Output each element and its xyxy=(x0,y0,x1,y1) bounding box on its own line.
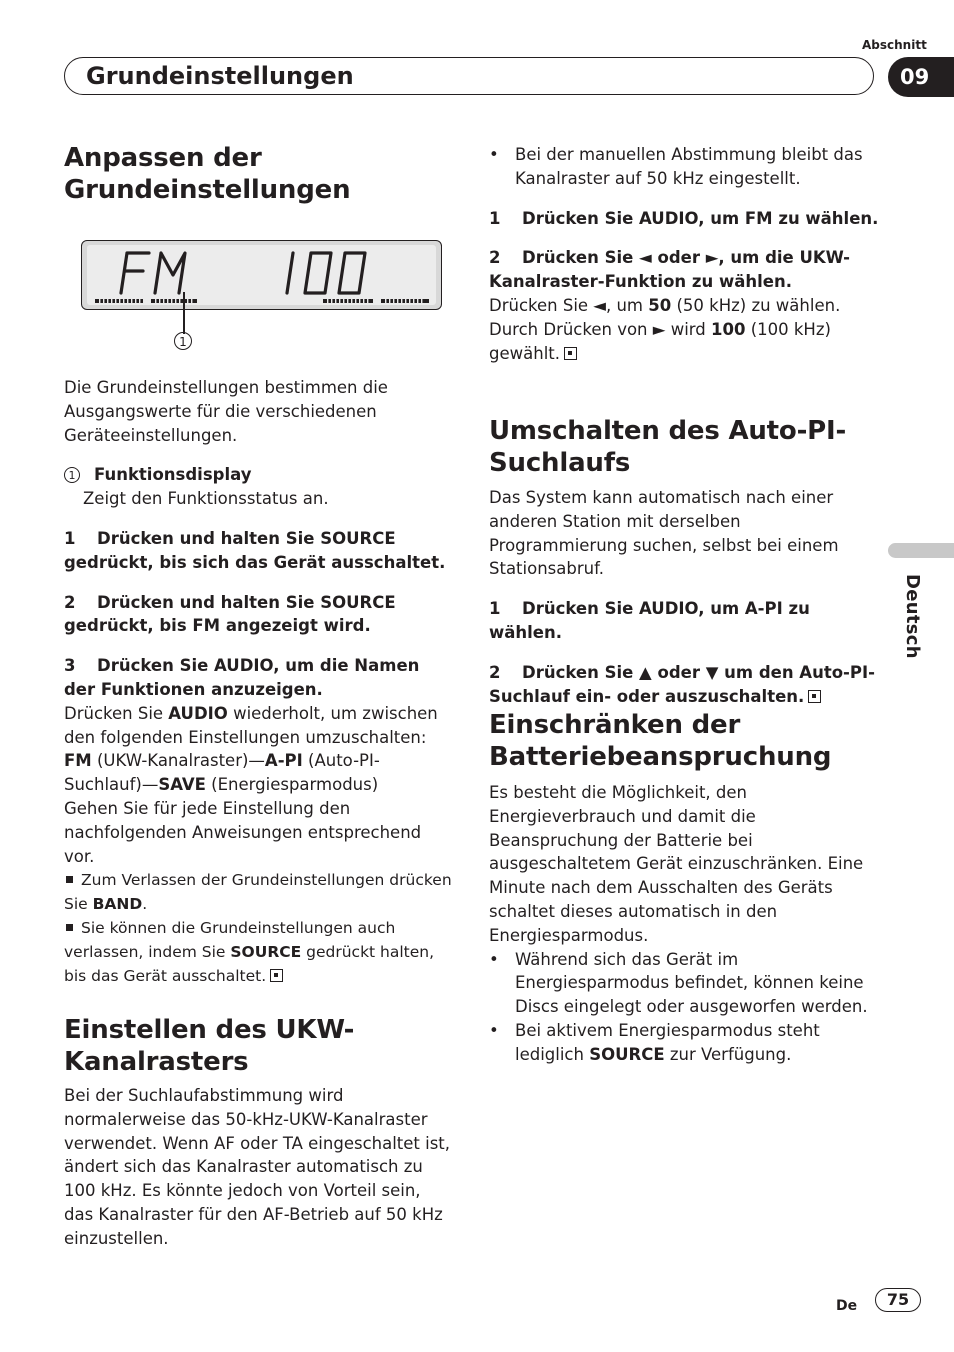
heading-autopi-text: Umschalten des Auto-PI-Suchlaufs xyxy=(489,416,847,478)
legend-item xyxy=(64,463,454,487)
step-1 xyxy=(64,527,454,575)
text: gedrückt halten, bis das Gerät ausschaltet. xyxy=(64,943,435,986)
right-top xyxy=(489,143,879,365)
bullet-icon: • xyxy=(489,1020,499,1040)
ukw-body-text: Bei der Suchlaufabstimmung wird normalerweise das 50-kHz-UKW-Kanalraster verwendet. Wenn AF oder TA eingeschaltet ist, ändert sich das Kanalraster automatisch zu 100 kHz. Es könnte jedoch von Vorteil sein, das Kanalraster für den AF-Betrieb auf 50 kHz einzustellen. xyxy=(64,1086,451,1248)
lcd-level-gaps xyxy=(99,299,422,303)
note-bullet-icon xyxy=(66,924,73,931)
language-tab xyxy=(888,543,954,558)
keyword: A-PI xyxy=(264,751,303,771)
bullet-item xyxy=(489,143,879,191)
note-2 xyxy=(64,916,454,988)
step-text: Drücken und halten Sie SOURCE gedrückt, bis sich das Gerät ausschaltet. xyxy=(64,528,446,572)
step-number: 2 xyxy=(489,662,501,682)
lcd-display-illustration xyxy=(81,240,442,310)
keyword: SOURCE xyxy=(230,943,302,962)
lcd-segments xyxy=(87,245,436,305)
step-text: Drücken Sie AUDIO, um A-PI zu wählen. xyxy=(489,599,810,642)
step-api xyxy=(489,597,879,645)
heading-batterie xyxy=(489,709,879,773)
callout-line xyxy=(183,292,185,334)
heading-anpassen-text: Anpassen der Grundeinstellungen xyxy=(64,143,351,205)
step-2 xyxy=(64,591,454,639)
footer-language: De xyxy=(836,1298,858,1314)
text: (50 kHz) zu wählen. xyxy=(671,295,841,315)
keyword: SOURCE xyxy=(589,1044,665,1064)
text: (Energiesparmodus) xyxy=(205,775,379,795)
text: (Auto-PI-Suchlauf)— xyxy=(64,751,380,795)
text: Drücken Sie ◄, um xyxy=(489,295,649,315)
step-number: 1 xyxy=(64,528,76,548)
lcd-text-graphic xyxy=(121,253,365,293)
legend-text: Zeigt den Funktionsstatus an. xyxy=(83,489,329,509)
keyword: AUDIO xyxy=(168,703,228,723)
lcd-level-meters xyxy=(95,299,429,303)
text: . xyxy=(142,895,148,914)
keyword: BAND xyxy=(92,895,143,914)
keyword: FM xyxy=(64,751,92,771)
step-3 xyxy=(64,654,454,702)
keyword: 50 xyxy=(648,295,672,315)
bullet-text: Bei aktivem Energiesparmodus steht lediglich xyxy=(515,1020,820,1064)
text: (UKW-Kanalraster)— xyxy=(91,751,265,771)
text: wiederholt, um zwischen den folgenden Einstellungen umzuschalten: xyxy=(64,703,438,747)
heading-autopi xyxy=(489,415,879,479)
step-number: 3 xyxy=(64,656,76,676)
step-number: 1 xyxy=(489,208,501,228)
step-raster xyxy=(489,246,879,294)
intro-text: Die Grundeinstellungen bestimmen die Ausgangswerte für die verschiedenen Geräteeinstellungen. xyxy=(64,378,388,445)
legend-title: Funktionsdisplay xyxy=(94,465,252,485)
heading-ukw-text: Einstellen des UKW-Kanalrasters xyxy=(64,1015,355,1077)
bullet-text: Während sich das Gerät im Energiesparmodus befindet, können keine Discs eingelegt oder ausgeworfen werden. xyxy=(515,949,868,1017)
text: (100 kHz) gewählt. xyxy=(489,319,831,363)
ukw-body xyxy=(64,1084,454,1251)
note-bullet-icon xyxy=(66,876,73,883)
bullet-icon: • xyxy=(489,145,499,164)
autopi-body xyxy=(489,486,879,708)
end-mark-icon xyxy=(564,347,577,360)
text: Durch Drücken von ► wird xyxy=(489,319,711,339)
legend-number: 1 xyxy=(64,467,80,483)
step-raster-body xyxy=(489,294,879,365)
step-number: 2 xyxy=(489,248,501,268)
end-mark-icon xyxy=(270,969,283,982)
note-1 xyxy=(64,868,454,916)
batterie-body xyxy=(489,781,879,1067)
step-api-toggle xyxy=(489,661,879,709)
section-label: Abschnitt xyxy=(862,38,927,52)
step-text: Drücken Sie ▲ oder ▼ um den Auto-PI-Suchlauf ein- oder auszuschalten. xyxy=(489,662,875,706)
step-text: Drücken und halten Sie SOURCE gedrückt, bis FM angezeigt wird. xyxy=(64,592,396,636)
callout-number: 1 xyxy=(174,332,192,350)
bullet-icon: • xyxy=(489,949,499,969)
step-text: Drücken Sie AUDIO, um die Namen der Funktionen anzuzeigen. xyxy=(64,656,420,699)
bullet-text: Bei der manuellen Abstimmung bleibt das Kanalraster auf 50 kHz eingestellt. xyxy=(515,145,863,188)
heading-ukw xyxy=(64,1014,454,1078)
step-text: Drücken Sie ◄ oder ►, um die UKW-Kanalraster-Funktion zu wählen. xyxy=(489,248,850,292)
step-number: 1 xyxy=(489,599,501,619)
text: Zum Verlassen der Grundeinstellungen drücken Sie xyxy=(64,871,452,914)
keyword: 100 xyxy=(711,319,746,339)
heading-anpassen xyxy=(64,142,454,206)
step-fm xyxy=(489,207,879,231)
step-3-body xyxy=(64,702,454,797)
page-number: 75 xyxy=(875,1288,921,1312)
batterie-body-text: Es besteht die Möglichkeit, den Energieverbrauch und damit die Beanspruchung der Batterie bei ausgeschaltetem Gerät einzuschränken. Eine Minute nach dem Ausschalten des Geräts schaltet dieses automatisch in den Energiesparmodus. xyxy=(489,783,864,945)
keyword: SAVE xyxy=(158,775,206,795)
left-body xyxy=(64,376,454,988)
bullet-text: zur Verfügung. xyxy=(664,1044,792,1064)
page-title: Grundeinstellungen xyxy=(86,62,354,90)
heading-batterie-text: Einschränken der Batteriebeanspruchung xyxy=(489,710,832,772)
autopi-body-text: Das System kann automatisch nach einer anderen Station mit derselben Programmierung suchen, selbst bei einem Stationsabruf. xyxy=(489,488,839,579)
bullet-item xyxy=(489,1019,879,1067)
end-mark-icon xyxy=(808,690,821,703)
language-label: Deutsch xyxy=(902,574,923,659)
section-number-badge: 09 xyxy=(888,57,954,97)
lcd-screen xyxy=(87,245,436,305)
text: Drücken Sie xyxy=(64,703,169,723)
step-number: 2 xyxy=(64,592,76,612)
step-text: Drücken Sie AUDIO, um FM zu wählen. xyxy=(522,208,879,228)
bullet-item xyxy=(489,948,879,1019)
step-3-followup: Gehen Sie für jede Einstellung den nachfolgenden Anweisungen entsprechend vor. xyxy=(64,798,422,866)
text: Sie können die Grundeinstellungen auch verlassen, indem Sie xyxy=(64,919,396,962)
